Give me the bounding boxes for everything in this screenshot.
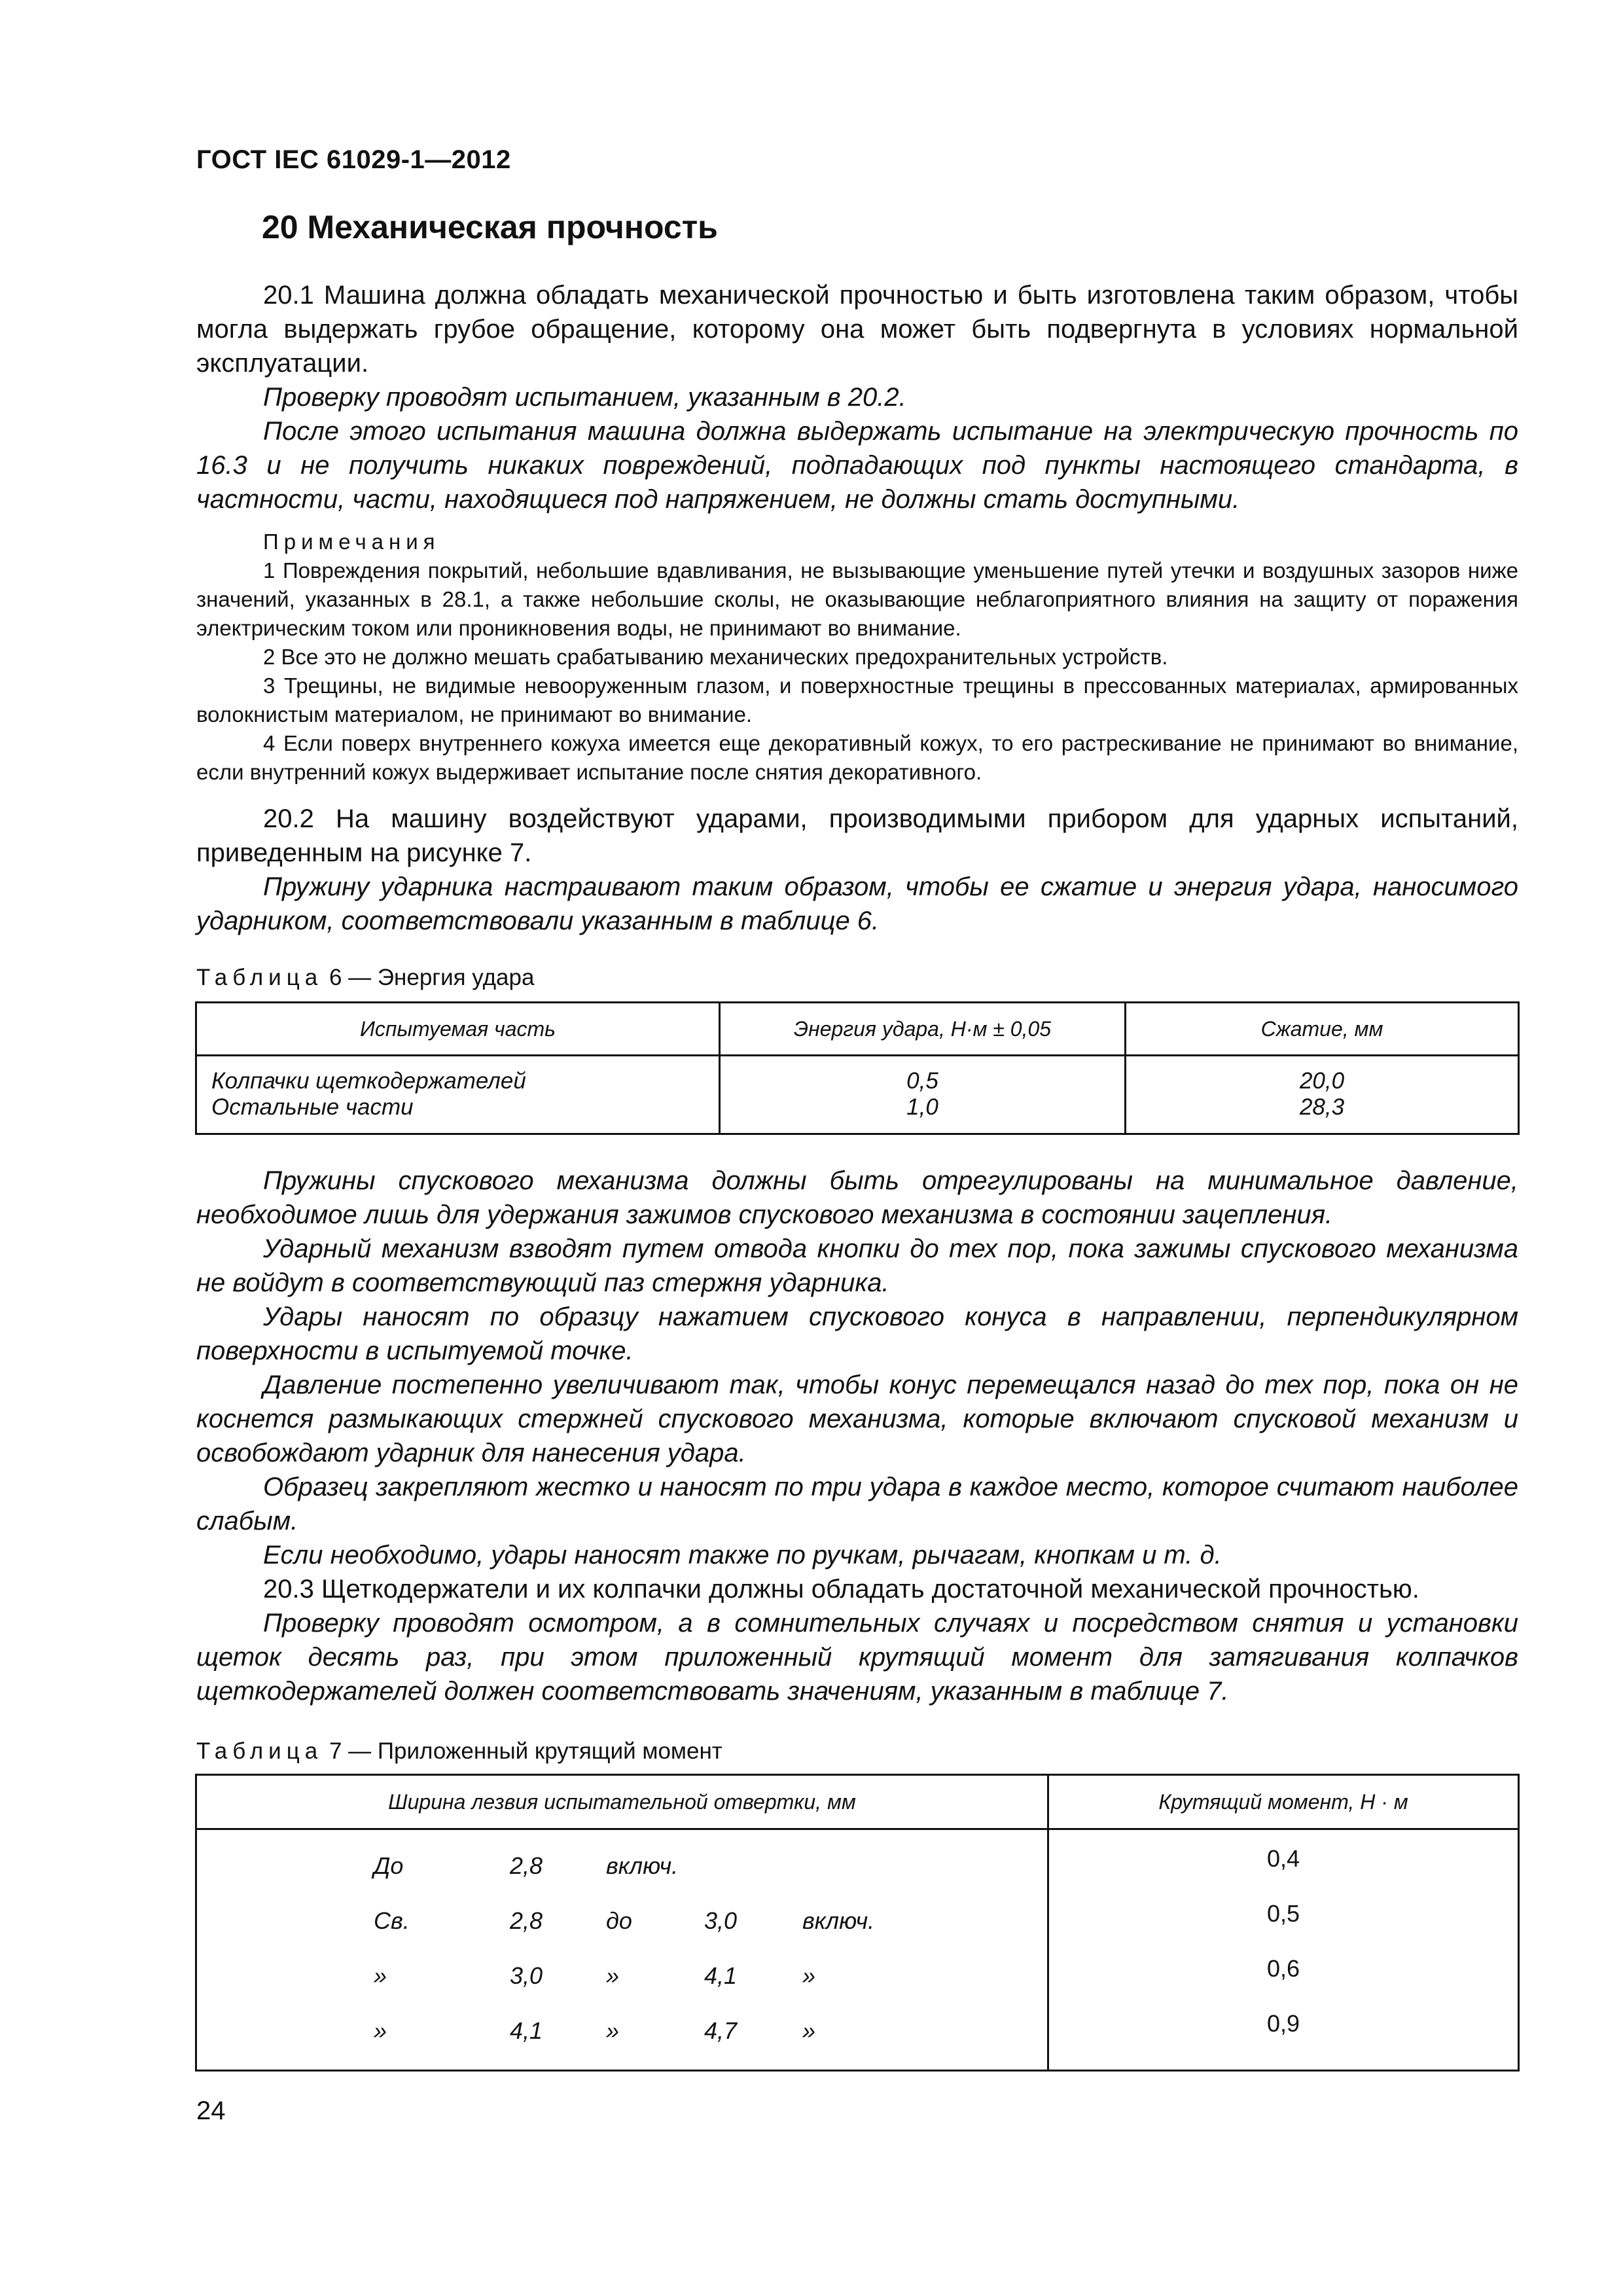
table-cell-text: 1,0 xyxy=(906,1094,938,1120)
table-cell xyxy=(1126,1056,1519,1134)
paragraph: Пружины спускового механизма должны быть отрегулированы на минимальное давление, необходимое лишь для удержания зажимов спускового механизма в состоянии зацепления. xyxy=(196,1166,1518,1229)
note-item: 2 Все это не должно мешать срабатыванию механических предохранительных устройств. xyxy=(263,645,1168,669)
section-20-1 xyxy=(196,278,1518,516)
table-row xyxy=(197,1838,1047,1893)
table-cell xyxy=(1048,1829,1519,2071)
paragraph: 20.1 Машина должна обладать механической прочностью и быть изготовлена таким образом, чтобы могла выдержать грубое обращение, которому она может быть подвергнута в условиях нормальной эксплуатации. xyxy=(196,281,1518,378)
table-row xyxy=(197,1948,1047,2003)
table-cell-text: 0,5 xyxy=(1266,1900,1300,1927)
table-7 xyxy=(195,1774,1520,2072)
table-6-caption xyxy=(196,963,534,992)
table-cell-text: 0,6 xyxy=(1266,1955,1300,1982)
table-cell xyxy=(196,1056,720,1134)
table-cell-text: 3,0 xyxy=(704,1907,738,1934)
table-cell-text: » xyxy=(802,2017,816,2044)
table-cell-text: 0,4 xyxy=(1266,1845,1300,1872)
paragraph: Ударный механизм взводят путем отвода кнопки до тех пор, пока зажимы спускового механизма не войдут в соответствующий паз стержня ударника. xyxy=(196,1234,1518,1297)
section-title: 20 Механическая прочность xyxy=(262,209,718,245)
note-item: 1 Повреждения покрытий, небольшие вдавливания, не вызывающие уменьшение путей утечки и воздушных зазоров ниже значений, указанных в 28.1, а также небольшие сколы, не оказывающие неблагоприятного влияния на защиту от поражения электрическим током или проникновения воды, не принимают во внимание. xyxy=(196,558,1518,640)
paragraph: Проверку проводят испытанием, указанным в 20.2. xyxy=(263,383,906,412)
table-cell-text: Остальные части xyxy=(211,1094,414,1120)
paragraph: Если необходимо, удары наносят также по ручкам, рычагам, кнопкам и т. д. xyxy=(263,1541,1222,1570)
table-cell-text: До xyxy=(374,1852,404,1879)
table-cell-text: » xyxy=(606,1962,620,1989)
paragraph: Давление постепенно увеличивают так, чтобы конус перемещался назад до тех пор, пока он не коснется размыкающих стержней спускового механизма, которые включают спусковой механизм и освобождают ударник для нанесения удара. xyxy=(196,1371,1518,1467)
table-cell-text: » xyxy=(802,1962,816,1989)
paragraph: 20.2 На машину воздействуют ударами, производимыми прибором для ударных испытаний, приведенным на рисунке 7. xyxy=(196,804,1518,867)
section-20-2-continued xyxy=(196,1164,1518,1708)
table-cell-text: 0,5 xyxy=(906,1068,938,1094)
table-cell xyxy=(196,1829,1048,2071)
caption-text: 7 — Приложенный крутящий момент xyxy=(329,1738,722,1764)
table-cell-text: до xyxy=(606,1907,632,1934)
table-cell-text: 0,9 xyxy=(1266,2010,1300,2037)
table-header-cell: Испытуемая часть xyxy=(196,1003,720,1056)
table-cell-text: включ. xyxy=(802,1907,875,1934)
caption-label: Таблица xyxy=(196,965,323,990)
paragraph: 20.3 Щеткодержатели и их колпачки должны обладать достаточной механической прочностью. xyxy=(263,1575,1419,1604)
table-cell-text: » xyxy=(606,2017,620,2044)
table-row xyxy=(197,2003,1047,2058)
section-20-2 xyxy=(196,802,1518,938)
table-cell-text: 4,1 xyxy=(704,1962,738,1989)
caption-label: Таблица xyxy=(196,1738,323,1764)
table-cell-text: 4,1 xyxy=(510,2017,543,2044)
table-cell-text: 2,8 xyxy=(510,1852,543,1879)
table-header-cell: Сжатие, мм xyxy=(1126,1003,1519,1056)
table-cell-text: » xyxy=(374,1962,387,1989)
note-item: 4 Если поверх внутреннего кожуха имеется еще декоративный кожух, то его растрескивание не принимают во внимание, если внутренний кожух выдерживает испытание после снятия декоративного. xyxy=(196,731,1518,784)
table-cell-text: Колпачки щеткодержателей xyxy=(211,1068,526,1094)
notes-block xyxy=(196,528,1518,787)
standard-code-header: ГОСТ IEC 61029-1—2012 xyxy=(196,145,511,174)
table-cell-text: включ. xyxy=(606,1852,679,1879)
table-cell-text: 28,3 xyxy=(1299,1094,1345,1120)
table-cell-text: 3,0 xyxy=(510,1962,543,1989)
table-cell-text: 4,7 xyxy=(704,2017,738,2044)
paragraph: Пружину ударника настраивают таким образом, чтобы ее сжатие и энергия удара, наносимого ударником, соответствовали указанным в таблице 6. xyxy=(196,872,1518,935)
page-number: 24 xyxy=(196,2096,226,2125)
note-item: 3 Трещины, не видимые невооруженным глазом, и поверхностные трещины в прессованных материалах, армированных волокнистым материалом, не принимают во внимание. xyxy=(196,673,1518,726)
table-6 xyxy=(195,1001,1520,1135)
notes-heading: Примечания xyxy=(263,529,440,554)
table-cell-text: Св. xyxy=(374,1907,410,1934)
paragraph: Удары наносят по образцу нажатием спускового конуса в направлении, перпендикулярном поверхности в испытуемой точке. xyxy=(196,1302,1518,1365)
table-cell-text: » xyxy=(374,2017,387,2044)
table-cell xyxy=(720,1056,1126,1134)
paragraph: Проверку проводят осмотром, а в сомнительных случаях и посредством снятия и установки щеток десять раз, при этом приложенный крутящий момент для затягивания колпачков щеткодержателей должен соответствовать значениям, указанным в таблице 7. xyxy=(196,1609,1518,1706)
paragraph: Образец закрепляют жестко и наносят по три удара в каждое место, которое считают наиболее слабым. xyxy=(196,1473,1518,1535)
table-header-cell: Крутящий момент, Н · м xyxy=(1048,1775,1519,1829)
caption-text: 6 — Энергия удара xyxy=(329,965,535,990)
table-cell-text: 2,8 xyxy=(510,1907,543,1934)
table-cell-text: 20,0 xyxy=(1299,1068,1345,1094)
table-row xyxy=(197,1893,1047,1948)
table-header-cell: Энергия удара, Н·м ± 0,05 xyxy=(720,1003,1126,1056)
table-header-cell: Ширина лезвия испытательной отвертки, мм xyxy=(196,1775,1048,1829)
paragraph: После этого испытания машина должна выдержать испытание на электрическую прочность по 16.3 и не получить никаких повреждений, подпадающих под пункты настоящего стандарта, в частности, части, находящиеся под напряжением, не должны стать доступными. xyxy=(196,417,1518,514)
table-7-caption xyxy=(196,1737,722,1766)
